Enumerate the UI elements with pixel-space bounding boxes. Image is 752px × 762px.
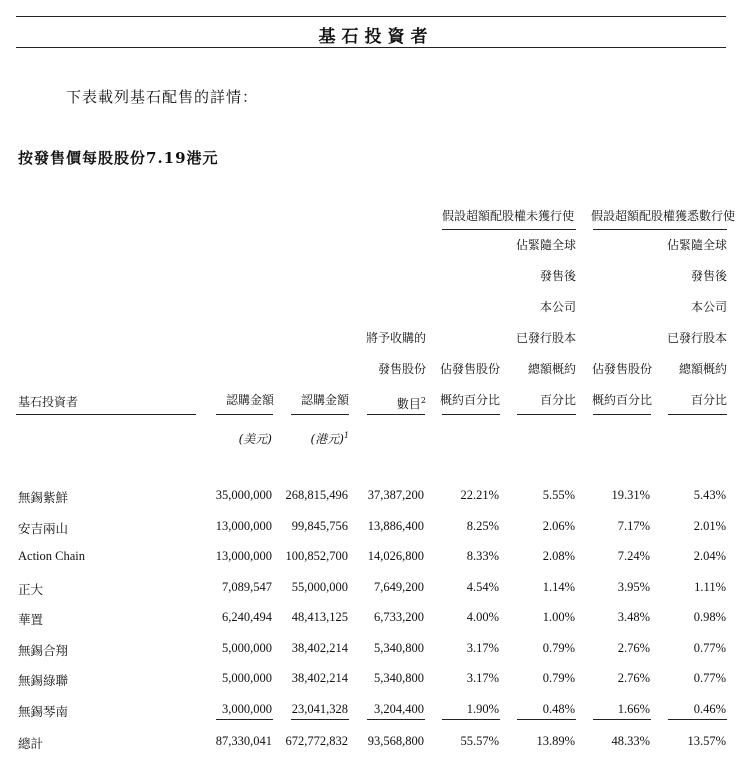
- cell-investor: 無錫合翔: [18, 643, 69, 658]
- cell-amount-usd: 3,000,000: [222, 701, 272, 716]
- cell-pct-total-b: 0.46%: [693, 701, 726, 716]
- header-amount-usd: 認購金額: [225, 393, 274, 407]
- group-not-exercised: 假設超額配股權未獲行使: [441, 209, 574, 223]
- header-pct-offer-a: [430, 354, 500, 416]
- header-pct-total-a-line-2: 發售後: [539, 269, 576, 283]
- cell-investor: 無錫紫鮮: [18, 491, 69, 505]
- cell-pct-offer-a: 4.54%: [466, 579, 499, 594]
- header-shares-line-2: 發售股份: [377, 362, 426, 376]
- header-rule-pct-offer-b: [593, 414, 651, 415]
- total-rule-pct-total-b: [668, 719, 727, 720]
- cell-pct-offer-a: 1.90%: [466, 701, 499, 716]
- cell-pct-offer-a: 4.00%: [466, 610, 499, 624]
- header-rule-shares: [367, 414, 425, 415]
- group-fully-exercised: 假設超額配股權獲悉數行使: [591, 209, 736, 223]
- total-pct-total-b: 13.57%: [687, 734, 726, 748]
- header-amount-hkd: 認購金額: [300, 393, 349, 407]
- total-pct-offer-b: 48.33%: [611, 734, 650, 748]
- header-pct-total-b-line-3: 本公司: [690, 300, 727, 314]
- cell-amount-hkd: 268,815,496: [285, 488, 348, 502]
- cell-investor: 無錫綠聯: [18, 674, 69, 688]
- cell-pct-total-b: 2.04%: [693, 549, 726, 563]
- cell-amount-hkd: 99,845,756: [291, 518, 348, 533]
- total-pct-total-a: 13.89%: [536, 734, 575, 748]
- cell-amount-usd: 5,000,000: [222, 671, 272, 685]
- cell-amount-hkd: 55,000,000: [291, 579, 348, 594]
- header-rule-pct-total-b: [668, 414, 727, 415]
- cell-investor: 無錫琴南: [18, 704, 69, 719]
- cell-amount-usd: 7,089,547: [222, 579, 272, 594]
- cell-pct-total-a: 1.00%: [542, 610, 575, 624]
- cell-pct-offer-a: 8.25%: [466, 518, 499, 533]
- cell-pct-offer-b: 2.76%: [617, 671, 650, 685]
- cell-shares: 13,886,400: [367, 518, 424, 533]
- total-amount-usd: 87,330,041: [215, 734, 272, 748]
- cell-amount-hkd: 100,852,700: [285, 549, 348, 563]
- header-pct-total-b-line-2: 發售後: [690, 269, 727, 283]
- total-rule-pct-offer-a: [442, 719, 500, 720]
- total-investor: 總計: [18, 737, 44, 751]
- header-pct-total-a-line-6: 百分比: [539, 393, 576, 407]
- header-pct-offer-b-line-1: 佔發售股份: [591, 362, 652, 376]
- header-pct-offer-b-line-2: 概約百分比: [591, 393, 652, 407]
- cell-pct-total-b: 2.01%: [693, 518, 726, 533]
- cell-pct-offer-b: 3.95%: [617, 579, 650, 594]
- unit-hkd: [288, 430, 349, 447]
- header-pct-total-a-line-5: 總額概約: [527, 362, 576, 376]
- cell-amount-hkd: 48,413,125: [291, 610, 348, 624]
- section-title: 基石投資者: [318, 27, 434, 47]
- cell-pct-offer-a: 3.17%: [466, 671, 499, 685]
- cell-pct-total-b: 0.98%: [693, 610, 726, 624]
- cell-pct-total-b: 5.43%: [693, 488, 726, 502]
- header-pct-total-b-line-1: 佔緊隨全球: [666, 238, 727, 252]
- header-pct-total-b-line-6: 百分比: [690, 393, 727, 407]
- cell-pct-total-b: 1.11%: [694, 579, 726, 594]
- cell-shares: 3,204,400: [374, 701, 424, 716]
- cell-pct-total-a: 1.14%: [542, 579, 575, 594]
- cell-shares: 37,387,200: [367, 488, 424, 502]
- header-rule-amount-usd: [216, 414, 273, 415]
- cell-amount-usd: 5,000,000: [222, 640, 272, 655]
- cell-pct-total-b: 0.77%: [693, 640, 726, 655]
- cell-shares: 6,733,200: [374, 610, 424, 624]
- header-pct-offer-b: [582, 354, 652, 416]
- intro-text: 下表載列基石配售的詳情：: [66, 88, 259, 106]
- cell-pct-offer-b: 19.31%: [611, 488, 650, 502]
- cell-pct-total-a: 0.79%: [542, 640, 575, 655]
- cell-shares: 7,649,200: [374, 579, 424, 594]
- cell-pct-offer-a: 22.21%: [460, 488, 499, 502]
- cell-pct-total-a: 2.06%: [542, 518, 575, 533]
- header-pct-offer-a-line-2: 概約百分比: [439, 393, 500, 407]
- total-pct-offer-a: 55.57%: [460, 734, 499, 748]
- unit-hkd-text: (港元): [310, 432, 344, 446]
- cell-amount-usd: 13,000,000: [215, 518, 272, 533]
- cell-pct-offer-b: 7.24%: [617, 549, 650, 563]
- cell-pct-total-a: 0.79%: [542, 671, 575, 685]
- cell-investor: 安吉兩山: [18, 521, 69, 536]
- cell-pct-offer-a: 8.33%: [466, 549, 499, 563]
- cell-amount-hkd: 38,402,214: [291, 640, 348, 655]
- cell-pct-total-a: 5.55%: [542, 488, 575, 502]
- cell-pct-offer-b: 3.48%: [617, 610, 650, 624]
- total-rule-shares: [367, 719, 425, 720]
- cell-pct-offer-b: 7.17%: [617, 518, 650, 533]
- header-pct-total-b-line-4: 已發行股本: [666, 331, 727, 345]
- cell-amount-usd: 13,000,000: [215, 549, 272, 563]
- cell-pct-offer-b: 2.76%: [617, 640, 650, 655]
- cell-investor: 正大: [18, 582, 44, 597]
- cell-shares: 5,340,800: [374, 671, 424, 685]
- total-rule-hkd: [291, 719, 349, 720]
- cell-shares: 5,340,800: [374, 640, 424, 655]
- header-rule-amount-hkd: [291, 414, 349, 415]
- header-pct-total-a: [500, 230, 576, 416]
- header-pct-offer-a-line-1: 佔發售股份: [439, 362, 500, 376]
- title-rule-bottom: [16, 47, 726, 48]
- header-rule-pct-total-a: [517, 414, 576, 415]
- cell-pct-offer-b: 1.66%: [617, 701, 650, 716]
- header-pct-total-a-line-4: 已發行股本: [515, 331, 576, 345]
- title-rule-top: [16, 16, 726, 17]
- note-1: 1: [343, 431, 349, 440]
- header-pct-total-a-line-3: 本公司: [539, 300, 576, 314]
- header-pct-total-a-line-1: 佔緊隨全球: [515, 238, 576, 252]
- cell-pct-total-b: 0.77%: [693, 671, 726, 685]
- cell-shares: 14,026,800: [367, 549, 424, 563]
- note-2: 2: [420, 396, 426, 405]
- header-pct-total-b-line-5: 總額概約: [678, 362, 727, 376]
- cell-amount-hkd: 38,402,214: [291, 671, 348, 685]
- total-amount-hkd: 672,772,832: [285, 734, 348, 748]
- price-subtitle: 按發售價每股股份7.19港元: [18, 149, 219, 167]
- header-shares-line-1: 將予收購的: [365, 331, 426, 345]
- total-shares: 93,568,800: [367, 734, 424, 748]
- cell-pct-total-a: 0.48%: [542, 701, 575, 716]
- cell-investor: 華置: [18, 613, 44, 627]
- cell-pct-offer-a: 3.17%: [466, 640, 499, 655]
- cell-investor: Action Chain: [18, 549, 86, 563]
- cell-amount-hkd: 23,041,328: [291, 701, 348, 716]
- header-rule-investor: [16, 414, 196, 415]
- header-shares: [354, 323, 426, 420]
- header-pct-total-b: [650, 230, 727, 416]
- unit-usd: (美元): [238, 432, 272, 446]
- total-rule-pct-total-a: [517, 719, 576, 720]
- cell-amount-usd: 35,000,000: [215, 488, 272, 502]
- cell-pct-total-a: 2.08%: [542, 549, 575, 563]
- header-rule-pct-offer-a: [442, 414, 500, 415]
- header-shares-text: 數目: [396, 397, 421, 411]
- total-rule-usd: [216, 719, 273, 720]
- cell-amount-usd: 6,240,494: [222, 610, 272, 624]
- total-rule-pct-offer-b: [593, 719, 651, 720]
- header-investor: 基石投資者: [18, 395, 79, 409]
